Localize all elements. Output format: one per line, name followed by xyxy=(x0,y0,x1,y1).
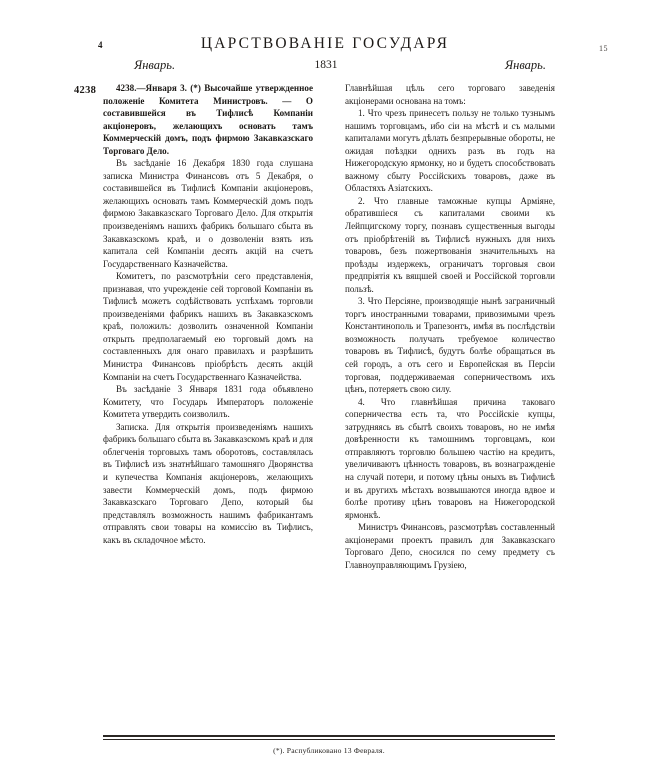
month-right: Январь. xyxy=(504,58,546,72)
article-margin-number: 4238 xyxy=(74,85,97,96)
paragraph: 2. Что главные таможные купцы Арміяне, обратившіеся съ капиталами своими къ Лейпцигскому торгу, познавъ существенныя выгоды отъ пріобрѣтеній въ Тифлисѣ нужныхъ для нихъ товаровъ, безъ пожертвованія значительныхъ на проѣзды издержекъ, ограничатъ торговыя свои предпріятія къ вящшей своей и Россійской торговли пользѣ. xyxy=(345,195,555,294)
paragraph: 4238.—Января 3. (*) Высочайше утвержденное положеніе Комитета Министровъ. — О составившейся въ Тифлисѣ Компаніи акціонеровъ, желающихъ основать тамъ Коммерческій домъ, подъ фирмою Закавказскаго Торговаго Дело. xyxy=(103,83,313,156)
page-number-left: 4 xyxy=(98,40,103,50)
column-left xyxy=(103,82,313,546)
paragraph: Въ засѣданіе 16 Декабря 1830 года слушана записка Министра Финансовъ отъ 5 Декабря, о составившейся въ Тифлисѣ Компаніи акціонеровъ, желающихъ основать тамъ Коммерческій домъ подъ фирмою Закавказскаго Торговаго Дело. Для открытія произведеніямъ нашихъ фабрикъ большаго сбыта въ Закавказскомъ краѣ, и о дозволеніи взять изъ капитала сей Компаніи десять акцій на счетъ Государственнаго Казначейства. xyxy=(103,158,313,269)
page-number-right: 15 xyxy=(599,44,608,53)
paragraph: 4. Что главнѣйшая причина таковаго соперничества есть та, что Россійскіе купцы, затрудняясь въ сбытѣ своихъ товаровъ, но не имѣя довѣренности къ тамошнимъ торговцамъ, кои отправляютъ торговлю большею частію на кредитъ, увеличиваютъ цѣнность товаровъ, въ вознагражденіе на случай потери, и потому цѣны оныхъ въ Тифлисѣ и въ другихъ мѣстахъ возвышаются иногда вдвое и болѣе противу цѣнъ товаровъ на Нижегородской ярмонкѣ. xyxy=(345,396,555,520)
footnote-divider xyxy=(103,735,555,737)
paragraph: Министръ Финансовъ, разсмотрѣвъ составленный акціонерами проектъ правилъ для Закавказскаго Торговаго Депо, сносился по сему предмету съ Главноуправляющимъ Грузіею, xyxy=(345,522,555,570)
column-right xyxy=(345,82,555,571)
paragraph: 3. Что Персіяне, производящіе нынѣ заграничный торгъ иностранными товарами, привозимыми чрезъ Константинополь и Трапезонтъ, имѣя въ послѣдствіи возможность получать требуемое количество товаровъ въ Тифлисѣ, будутъ болѣе обращаться въ сей городъ, а отъ сего и Европейская въ Персіи торговая, поддерживаемая соперничествомъ ихъ цѣнъ, потеряетъ свою силу. xyxy=(345,296,555,395)
paragraph: Записка. Для открытія произведеніямъ нашихъ фабрикъ большаго сбыта въ Закавказскомъ краѣ и для облегченія торговыхъ тамъ оборотовъ, составлялась въ Тифлисѣ изъ знатнѣйшаго тамошняго Дворянства и купечества Компанія акціонеровъ, желающихъ завести Коммерческій домъ, подъ фирмою Закавказскаго Торговаго Депо, который бы представлялъ возможность нашимъ фабрикантамъ отправлять свои товары на комиссію въ Тифлисъ, какъ въ складочное мѣсто. xyxy=(103,421,313,545)
running-title: ЦАРСТВОВАНІЕ ГОСУДАРЯ xyxy=(200,35,450,52)
paragraph: Главнѣйшая цѣль сего торговаго заведенія акціонерами основана на томъ: xyxy=(345,83,555,106)
paragraph: Комитетъ, по разсмотрѣніи сего представленія, признавая, что учрежденіе сей торговой Компаніи въ Тифлисѣ можетъ содѣйствовать успѣхамъ торговли произведеніями фабрикъ нашихъ въ Закавказскомъ краѣ, положилъ: дозволить означенной Компаніи открыть предполагаемый ею торговый домъ на составленныхъ для онаго правилахъ и разрѣшить Министра Финансовъ пріобрѣсть десять акцій Компаніи на счетъ Государственнаго Казначейства. xyxy=(103,271,313,382)
date-line xyxy=(92,58,560,74)
month-left: Январь. xyxy=(134,58,176,72)
footnote: (*). Распубликовано 13 Февраля. xyxy=(273,746,385,755)
paragraph: Въ засѣданіе 3 Января 1831 года объявлено Комитету, что Государь Императоръ положеніе Комитета утвердить соизволилъ. xyxy=(103,384,313,420)
paragraph: 1. Что чрезъ принесетъ пользу не только тузнымъ нашимъ торговцамъ, ибо сіи на мѣстѣ и съ малыми капиталами могутъ дѣлать безпрерывные обороты, не ожидая поѣздки однихъ разъ въ годъ на Нижегородскую ярмонку, но и будетъ способствовать важному сбыту Россійскихъ товаровъ, даже въ Областяхъ Азіатскихъ. xyxy=(345,108,555,194)
year-label: 1831 xyxy=(314,59,338,71)
